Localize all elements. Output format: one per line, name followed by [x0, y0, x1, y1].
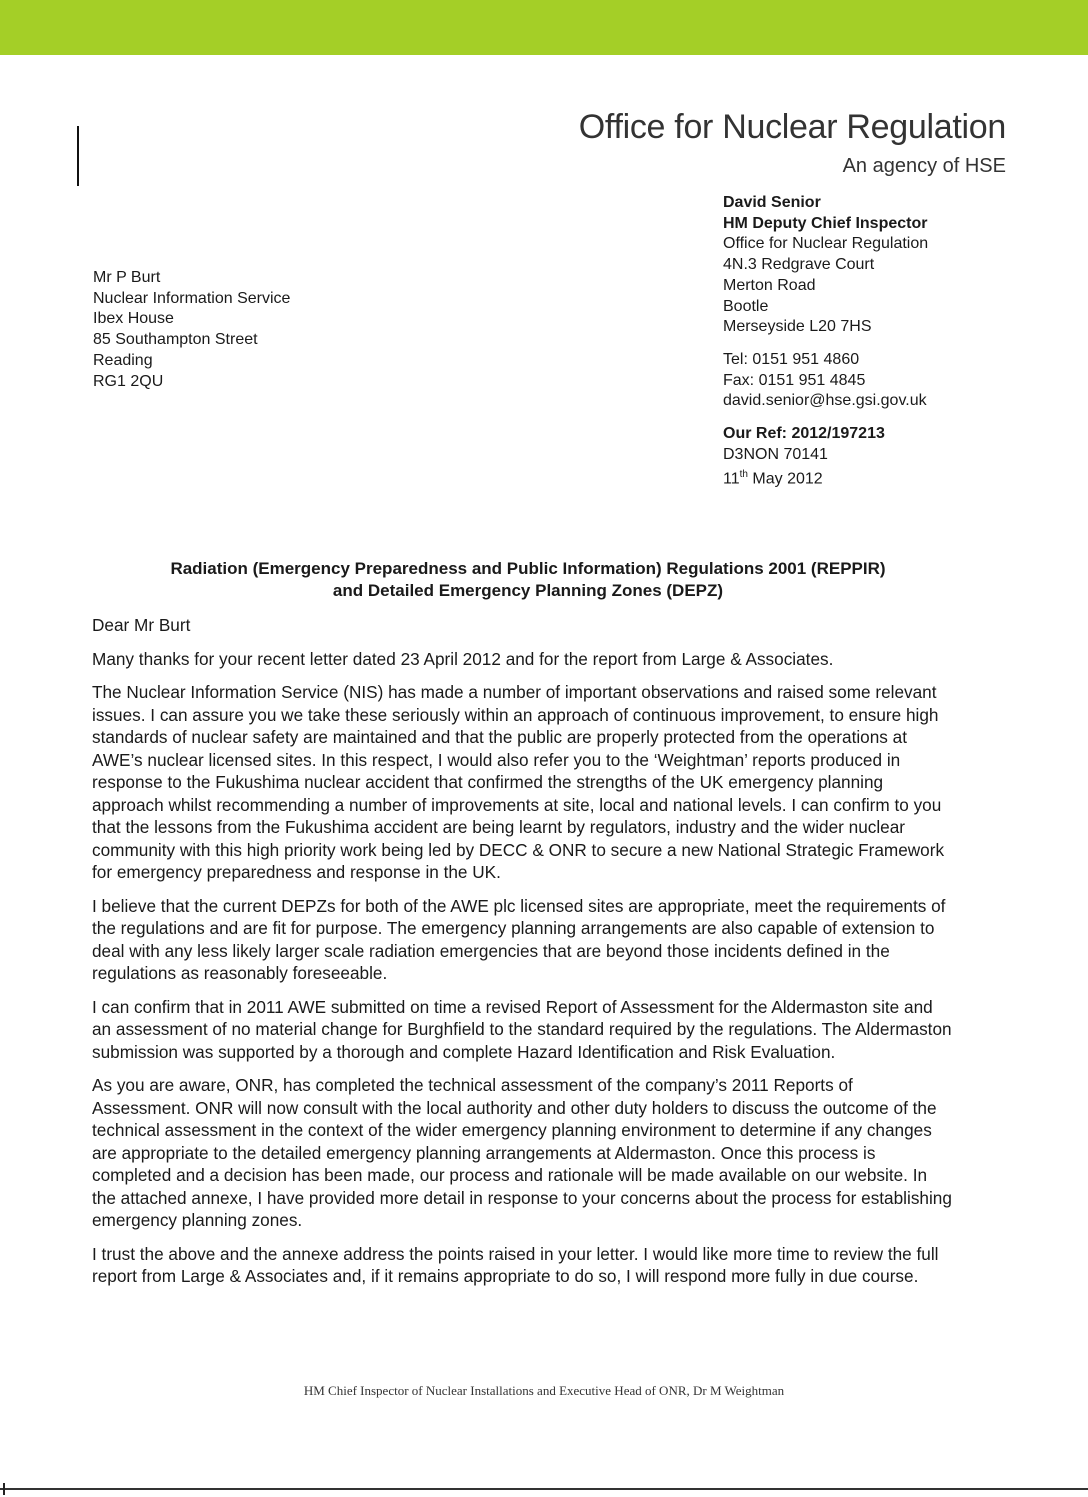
recipient-address-block [93, 268, 290, 392]
sender-address-line: Bootle [723, 297, 769, 315]
recipient-line: Ibex House [93, 310, 174, 328]
body-paragraph: Many thanks for your recent letter dated 23 April 2012 and for the report from Large & Associates. [92, 648, 834, 669]
our-reference: Our Ref: 2012/197213 [723, 425, 885, 443]
sender-name: David Senior [723, 194, 821, 211]
letter-date: 11th May 2012 [723, 469, 823, 488]
sender-telephone: Tel: 0151 951 4860 [723, 350, 860, 368]
sender-address-line: Merseyside L20 7HS [723, 318, 872, 336]
org-name: Office for Nuclear Regulation [578, 108, 1006, 146]
salutation: Dear Mr Burt [92, 615, 191, 635]
sender-address-line: 4N.3 Redgrave Court [723, 256, 875, 274]
body-paragraph: I trust the above and the annexe address the points raised in your letter. I would like more time to review the full report from Large & Associates and, if it remains appropriate to do so, I will respond more fully in due course. [92, 1243, 939, 1286]
recipient-line: Reading [93, 351, 153, 369]
letter-body [92, 614, 954, 1299]
sender-address-line: Merton Road [723, 276, 816, 294]
letter-subject: Radiation (Emergency Preparedness and Public Information) Regulations 2001 (REPPIR) and Detailed Emergency Planning Zones (DEPZ) [170, 559, 886, 600]
body-paragraph: I can confirm that in 2011 AWE submitted on time a revised Report of Assessment for the Aldermaston site and an assessment of no material change for Burghfield to the standard required by the regulations. The Aldermaston submission was supported by a thorough and complete Hazard Identification and Risk Evaluation. [92, 996, 952, 1062]
recipient-line: Mr P Burt [93, 269, 161, 286]
sender-fax: Fax: 0151 951 4845 [723, 371, 866, 389]
body-paragraph: The Nuclear Information Service (NIS) has made a number of important observations and raised some relevant issues. I can assure you we take these seriously within an approach of continuous improvement, to ensure high standards of nuclear safety are maintained and that the public are properly protected from the operations at AWE’s nuclear licensed sites. In this respect, I would also refer you to the ‘Weightman’ reports produced in response to the Fukushima nuclear accident that confirmed the strengths of the UK emergency planning approach whilst recommending a number of improvements at site, local and national levels. I can confirm to you that the lessons from the Fukushima accident are being learnt by regulators, industry and the wider nuclear community with this high priority work being led by DECC & ONR to secure a new National Strategic Framework for emergency preparedness and response in the UK. [92, 682, 945, 882]
margin-mark [77, 126, 79, 186]
org-tagline: An agency of HSE [842, 155, 1006, 177]
header-color-band [0, 0, 1088, 55]
sender-block [723, 193, 928, 490]
bottom-rule [0, 1488, 1088, 1490]
body-paragraph: As you are aware, ONR, has completed the technical assessment of the company’s 2011 Reports of Assessment. ONR will now consult with the local authority and other duty holders to discuss the outcome of the technical assessment in the context of the wider emergency planning environment to determine if any changes are appropriate to the detailed emergency planning arrangements at Aldermaston. Once this process is completed and a decision has been made, our process and rationale will be made available on our website. In the attached annexe, I have provided more detail in response to your concerns about the process for establishing emergency planning zones. [92, 1075, 952, 1230]
sender-title: HM Deputy Chief Inspector [723, 214, 928, 232]
recipient-line: 85 Southampton Street [93, 331, 258, 349]
sender-email: david.senior@hse.gsi.gov.uk [723, 392, 927, 410]
document-reference: D3NON 70141 [723, 445, 828, 463]
page-footer: HM Chief Inspector of Nuclear Installations and Executive Head of ONR, Dr M Weightman [303, 1383, 785, 1398]
bottom-tick-mark [3, 1483, 5, 1495]
sender-address-line: Office for Nuclear Regulation [723, 235, 929, 253]
recipient-line: RG1 2QU [93, 372, 164, 390]
recipient-line: Nuclear Information Service [93, 289, 291, 307]
body-paragraph: I believe that the current DEPZs for both of the AWE plc licensed sites are appropriate, meet the requirements of the regulations and are fit for purpose. The emergency planning arrangements are also capable of extension to deal with any less likely larger scale radiation emergencies that are beyond those incidents defined in the regulations as reasonably foreseeable. [92, 895, 946, 983]
